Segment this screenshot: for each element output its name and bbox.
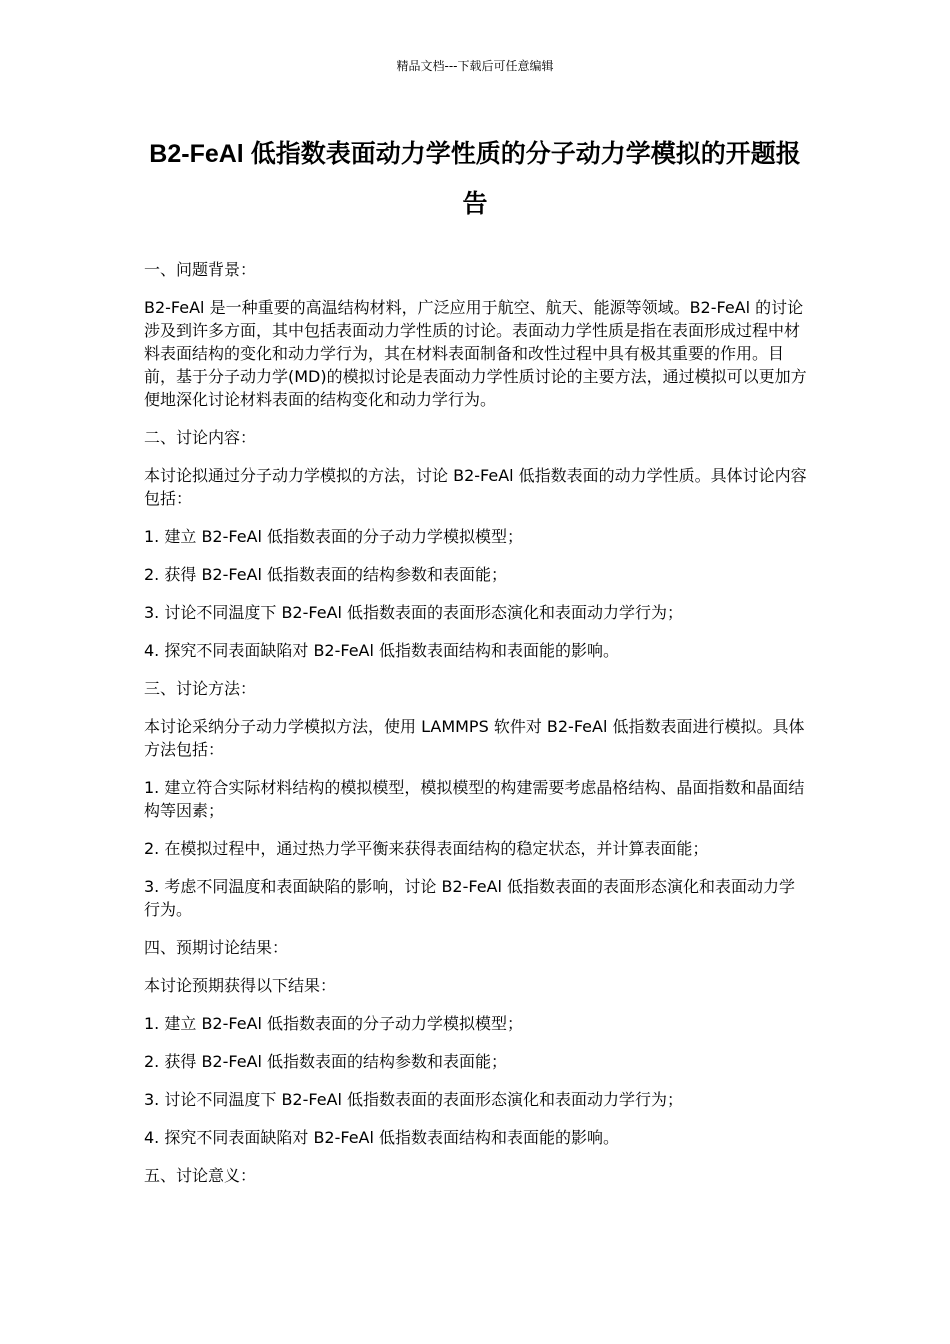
list-item: 1. 建立 B2-FeAl 低指数表面的分子动力学模拟模型； bbox=[144, 1014, 524, 1033]
header-note: 精品文档---下载后可任意编辑 bbox=[396, 59, 554, 73]
list-item: 1. 建立符合实际材料结构的模拟模型，模拟模型的构建需要考虑晶格结构、晶面指数和晶面结构等因素； bbox=[144, 778, 805, 820]
section-heading-background: 一、问题背景： bbox=[144, 260, 257, 279]
section-heading-results: 四、预期讨论结果： bbox=[144, 938, 289, 957]
paragraph-results-intro: 本讨论预期获得以下结果： bbox=[144, 976, 337, 995]
list-item: 2. 在模拟过程中，通过热力学平衡来获得表面结构的稳定状态，并计算表面能； bbox=[144, 839, 709, 858]
section-heading-significance: 五、讨论意义： bbox=[144, 1166, 257, 1185]
list-item: 2. 获得 B2-FeAl 低指数表面的结构参数和表面能； bbox=[144, 565, 508, 584]
section-heading-content: 二、讨论内容： bbox=[144, 428, 257, 447]
list-item: 3. 讨论不同温度下 B2-FeAl 低指数表面的表面形态演化和表面动力学行为； bbox=[144, 1090, 684, 1109]
list-item: 4. 探究不同表面缺陷对 B2-FeAl 低指数表面结构和表面能的影响。 bbox=[144, 641, 620, 660]
list-item: 3. 讨论不同温度下 B2-FeAl 低指数表面的表面形态演化和表面动力学行为； bbox=[144, 603, 684, 622]
list-item: 4. 探究不同表面缺陷对 B2-FeAl 低指数表面结构和表面能的影响。 bbox=[144, 1128, 620, 1147]
list-item: 1. 建立 B2-FeAl 低指数表面的分子动力学模拟模型； bbox=[144, 527, 524, 546]
paragraph-content-intro: 本讨论拟通过分子动力学模拟的方法，讨论 B2-FeAl 低指数表面的动力学性质。具体讨论内容包括： bbox=[144, 466, 807, 508]
document-body bbox=[144, 258, 808, 1202]
list-item: 2. 获得 B2-FeAl 低指数表面的结构参数和表面能； bbox=[144, 1052, 508, 1071]
section-heading-method: 三、讨论方法： bbox=[144, 679, 257, 698]
paragraph-background: B2-FeAl 是一种重要的高温结构材料，广泛应用于航空、航天、能源等领域。B2-FeAl 的讨论涉及到许多方面，其中包括表面动力学性质的讨论。表面动力学性质是指在表面形成过程中材料表面结构的变化和动力学行为，其在材料表面制备和改性过程中具有极其重要的作用。目前，基于分子动力学(MD)的模拟讨论是表面动力学性质讨论的主要方法，通过模拟可以更加方便地深化讨论材料表面的结构变化和动力学行为。 bbox=[144, 298, 807, 409]
document-title: B2-FeAl 低指数表面动力学性质的分子动力学模拟的开题报告 bbox=[149, 140, 801, 218]
paragraph-method-intro: 本讨论采纳分子动力学模拟方法，使用 LAMMPS 软件对 B2-FeAl 低指数表面进行模拟。具体方法包括： bbox=[144, 717, 805, 759]
list-item: 3. 考虑不同温度和表面缺陷的影响，讨论 B2-FeAl 低指数表面的表面形态演化和表面动力学行为。 bbox=[144, 877, 796, 919]
